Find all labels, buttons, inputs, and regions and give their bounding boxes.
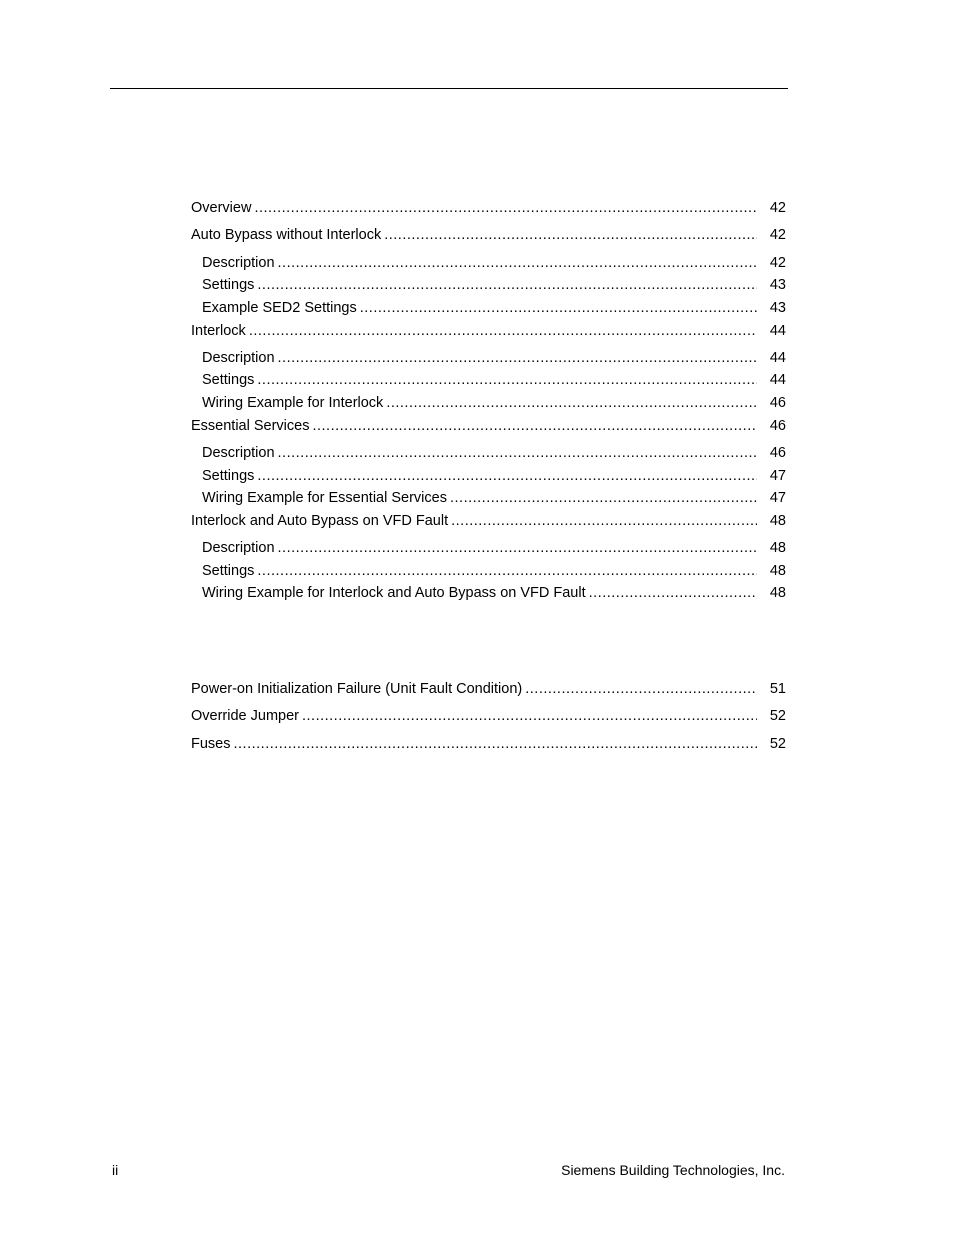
toc-entry-page: 48: [769, 585, 786, 601]
toc-entry-title: Overview: [191, 198, 254, 218]
toc-entry[interactable]: [191, 511, 786, 531]
toc-leader: [202, 488, 757, 508]
toc-entry-page: 44: [769, 323, 786, 339]
toc-dot-leader: [384, 225, 757, 245]
toc-entry-title: Interlock and Auto Bypass on VFD Fault: [191, 511, 451, 531]
toc-dot-leader: [312, 416, 757, 436]
toc-entry-title: Power-on Initialization Failure (Unit Fault Condition): [191, 679, 525, 699]
toc-leader: [191, 679, 757, 699]
toc-subentry[interactable]: [191, 298, 786, 318]
toc-subentry[interactable]: [191, 275, 786, 295]
toc-entry-title: Settings: [202, 370, 257, 390]
toc-entry-title: Override Jumper: [191, 706, 302, 726]
toc-entry-page: 47: [769, 490, 786, 506]
toc-entry-title: Interlock: [191, 321, 249, 341]
toc-entry-page: 48: [769, 540, 786, 556]
header-rule: [110, 88, 788, 89]
toc-entry-title: Example SED2 Settings: [202, 298, 360, 318]
toc-entry-title: Description: [202, 348, 278, 368]
toc-entry[interactable]: [191, 706, 786, 726]
toc-entry-title: Wiring Example for Essential Services: [202, 488, 450, 508]
toc-entry-page: 42: [769, 255, 786, 271]
toc-entry-page: 43: [769, 300, 786, 316]
toc-dot-leader: [257, 275, 757, 295]
toc-dot-leader: [234, 734, 758, 754]
toc-entry-page: 48: [769, 513, 786, 529]
toc-leader: [191, 511, 757, 531]
toc-entry[interactable]: [191, 416, 786, 436]
toc-entry-page: 47: [769, 468, 786, 484]
toc-dot-leader: [257, 466, 757, 486]
toc-dot-leader: [278, 253, 757, 273]
toc-subentry[interactable]: [191, 561, 786, 581]
toc-dot-leader: [278, 348, 757, 368]
toc-subentry[interactable]: [191, 583, 786, 603]
toc-leader: [191, 198, 757, 218]
toc-entry-title: Fuses: [191, 734, 234, 754]
toc-entry-page: 46: [769, 418, 786, 434]
toc-dot-leader: [302, 706, 757, 726]
toc-subentry[interactable]: [191, 466, 786, 486]
toc-dot-leader: [254, 198, 757, 218]
toc-entry[interactable]: [191, 198, 786, 218]
toc-entry[interactable]: [191, 321, 786, 341]
toc-leader: [202, 370, 757, 390]
toc-dot-leader: [257, 370, 757, 390]
toc-leader: [202, 348, 757, 368]
toc-dot-leader: [278, 538, 757, 558]
toc-leader: [202, 275, 757, 295]
footer-company: Siemens Building Technologies, Inc.: [561, 1162, 785, 1178]
toc-dot-leader: [450, 488, 757, 508]
toc-leader: [202, 466, 757, 486]
toc-entry-title: Description: [202, 443, 278, 463]
toc-leader: [202, 393, 757, 413]
toc-entry-page: 44: [769, 372, 786, 388]
toc-subentry[interactable]: [191, 488, 786, 508]
toc-leader: [202, 443, 757, 463]
toc-entry-page: 44: [769, 350, 786, 366]
toc-leader: [202, 253, 757, 273]
toc-subentry[interactable]: [191, 253, 786, 273]
toc-entry-title: Settings: [202, 275, 257, 295]
toc-subentry[interactable]: [191, 348, 786, 368]
toc-entry-page: 52: [769, 708, 786, 724]
toc-entry-page: 46: [769, 395, 786, 411]
toc-leader: [191, 225, 757, 245]
toc-entry[interactable]: [191, 225, 786, 245]
toc-leader: [202, 561, 757, 581]
toc-leader: [191, 321, 757, 341]
toc-entry-title: Settings: [202, 561, 257, 581]
toc-entry-page: 48: [769, 563, 786, 579]
toc-subentry[interactable]: [191, 370, 786, 390]
toc-dot-leader: [278, 443, 757, 463]
toc-entry-title: Wiring Example for Interlock: [202, 393, 386, 413]
toc-entry[interactable]: [191, 734, 786, 754]
toc-leader: [202, 538, 757, 558]
toc-entry-page: 46: [769, 445, 786, 461]
toc-dot-leader: [451, 511, 757, 531]
toc-subentry[interactable]: [191, 443, 786, 463]
toc-subentry[interactable]: [191, 538, 786, 558]
toc-entry-page: 51: [769, 681, 786, 697]
toc-leader: [191, 706, 757, 726]
toc-entry[interactable]: [191, 679, 786, 699]
toc-subentry[interactable]: [191, 393, 786, 413]
toc-entry-title: Description: [202, 538, 278, 558]
toc-leader: [202, 298, 757, 318]
toc-entry-page: 52: [769, 736, 786, 752]
toc-leader: [191, 734, 757, 754]
toc-entry-title: Essential Services: [191, 416, 312, 436]
toc-dot-leader: [525, 679, 757, 699]
toc-dot-leader: [589, 583, 757, 603]
toc-entry-page: 42: [769, 200, 786, 216]
toc-dot-leader: [386, 393, 757, 413]
toc-dot-leader: [249, 321, 757, 341]
toc-leader: [202, 583, 757, 603]
toc-dot-leader: [360, 298, 757, 318]
toc-entry-title: Description: [202, 253, 278, 273]
toc-entry-title: Wiring Example for Interlock and Auto Bypass on VFD Fault: [202, 583, 589, 603]
toc-dot-leader: [257, 561, 757, 581]
toc-entry-title: Auto Bypass without Interlock: [191, 225, 384, 245]
toc-leader: [191, 416, 757, 436]
toc-entry-page: 43: [769, 277, 786, 293]
footer-page-number: ii: [112, 1162, 119, 1178]
toc-entry-title: Settings: [202, 466, 257, 486]
toc-entry-page: 42: [769, 227, 786, 243]
